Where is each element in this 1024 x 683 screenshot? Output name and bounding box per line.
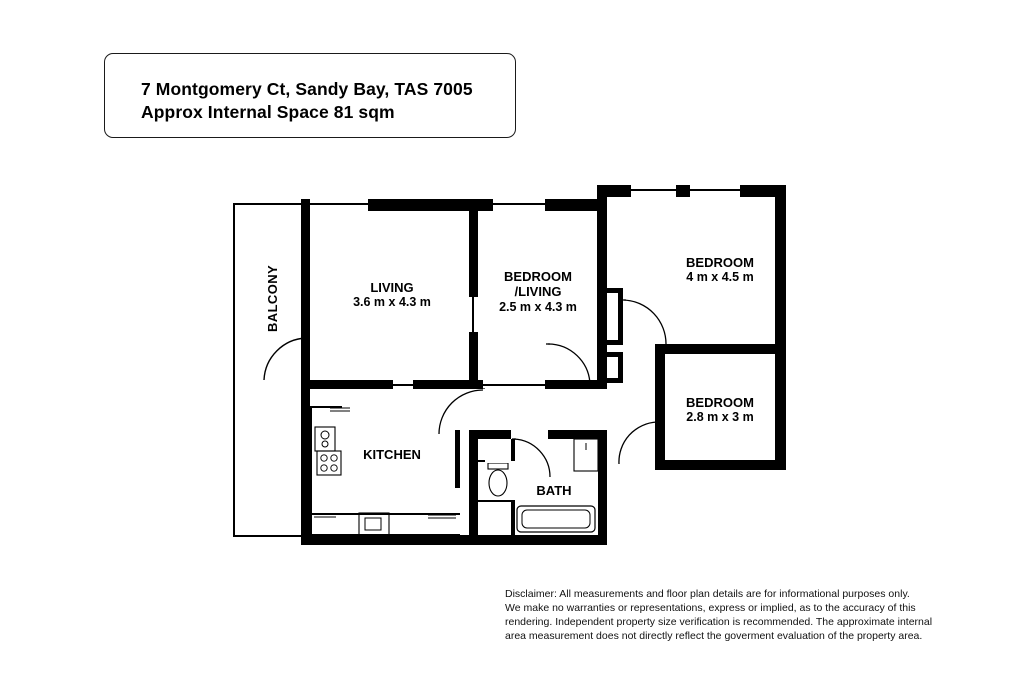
- bedroomliving-door-leaf-icon: [546, 342, 592, 386]
- room-label-kitchen: [330, 447, 454, 462]
- bedroom-second-door-swing-icon: [617, 420, 659, 466]
- wall-bedroomliving-bedroom: [597, 185, 607, 389]
- bedroom-main-name: BEDROOM: [686, 255, 754, 270]
- wall-top-living-right: [368, 199, 483, 211]
- room-label-bath: [508, 483, 600, 498]
- toilet-alcove-line-2: [478, 460, 485, 462]
- disclaimer-line-3: rendering. Independent property size verification is recommended. The approximate internal: [505, 615, 933, 628]
- disclaimer-line-2: We make no warranties or representations, express or implied, as to the accuracy of this: [505, 601, 916, 614]
- opening-living-kitchen: [393, 384, 413, 386]
- room-label-bedroom-second: [656, 395, 784, 425]
- wall-bath-left-lower: [511, 500, 515, 540]
- disclaimer-line-1: Disclaimer: All measurements and floor plan details are for informational purposes only.: [505, 588, 910, 600]
- wall-bottom-kitchen: [301, 535, 607, 545]
- kitchen-bench-detail-icon-2: [314, 514, 338, 524]
- opening-living-bedroomliving: [472, 297, 474, 332]
- wall-living-bedroomliving-lower: [469, 332, 478, 389]
- vanity-icon: [573, 438, 599, 472]
- bedroomliving-door-swing-icon: [437, 388, 485, 436]
- wall-hall-left: [469, 430, 478, 540]
- kitchen-appliance-icon: [358, 512, 390, 536]
- bathtub-icon: [516, 505, 596, 533]
- wall-top-bedroom-b: [676, 185, 690, 197]
- balcony-wall-left: [233, 203, 235, 537]
- wall-bedroom-divider: [655, 344, 786, 354]
- wall-top-bedroomliving: [483, 199, 493, 211]
- closet-wall-2-bottom: [597, 378, 623, 383]
- wall-living-bedroomliving-upper: [469, 199, 478, 297]
- window-top-bedroom-1: [631, 189, 676, 191]
- room-label-bedroom-main: [656, 255, 784, 285]
- bedroom-living-name-line1: BEDROOM: [504, 269, 572, 284]
- wall-top-bedroomliving-right: [545, 199, 597, 211]
- wall-living-kitchen: [310, 380, 393, 389]
- wall-hall-top: [469, 430, 511, 439]
- wall-left-living: [301, 199, 310, 389]
- bedroom-main-door-swing-icon: [622, 298, 668, 346]
- property-address: 7 Montgomery Ct, Sandy Bay, TAS 7005: [141, 79, 473, 99]
- bedroom-main-dimensions: 4 m x 4.5 m: [686, 270, 754, 285]
- wall-right-outer: [775, 185, 786, 470]
- room-label-living: [332, 280, 452, 310]
- kitchen-cupboard-icon: [330, 404, 350, 414]
- disclaimer-line-4: area measurement does not directly reflect the goverment evaluation of the property area.: [505, 629, 923, 642]
- property-area: Approx Internal Space 81 sqm: [141, 102, 395, 122]
- kitchen-bench-detail-icon: [428, 512, 456, 522]
- bedroom-second-name: BEDROOM: [686, 395, 754, 410]
- bedroom-second-dimensions: 2.8 m x 3 m: [686, 410, 754, 425]
- bedroom-living-name-line2: /LIVING: [514, 284, 562, 300]
- balcony-wall-bottom: [233, 535, 308, 537]
- bath-name: BATH: [536, 483, 572, 498]
- bath-door-swing-icon: [512, 437, 552, 479]
- window-top-living: [310, 203, 368, 205]
- living-name: LIVING: [370, 280, 414, 295]
- toilet-alcove-line: [478, 500, 512, 502]
- bedroom-living-dimensions: 2.5 m x 4.3 m: [499, 299, 577, 314]
- wall-bedroom-second-bottom: [655, 460, 786, 470]
- window-top-bedroomliving: [493, 203, 545, 205]
- kitchen-counter-left: [310, 407, 312, 535]
- disclaimer: [505, 588, 955, 643]
- window-top-bedroom-2: [690, 189, 740, 191]
- wall-hall-stub: [455, 430, 460, 488]
- living-dimensions: 3.6 m x 4.3 m: [353, 295, 431, 310]
- doorway-bedroomliving: [483, 384, 545, 386]
- room-label-balcony: BALCONY: [265, 264, 280, 332]
- closet-wall-bottom: [597, 340, 623, 345]
- balcony-wall-top: [233, 203, 305, 205]
- room-label-bedroom-living: [480, 269, 596, 314]
- kitchen-name: KITCHEN: [363, 447, 421, 462]
- wall-left-kitchen: [301, 389, 310, 545]
